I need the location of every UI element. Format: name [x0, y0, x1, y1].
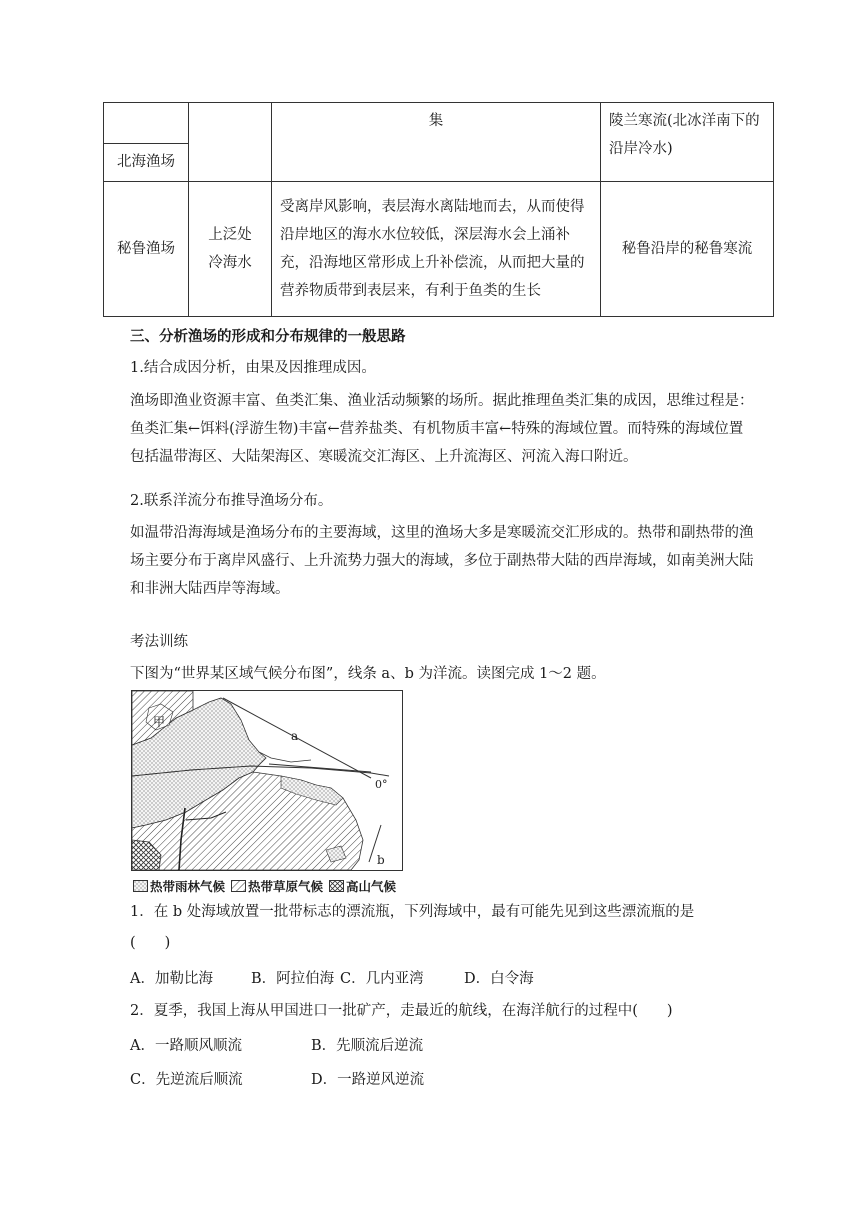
table-cell: 陵兰寒流(北冰洋南下的沿岸冷水) — [601, 103, 774, 182]
question-1-stem: 1．在 b 处海域放置一批带标志的漂流瓶，下列海域中，最有可能先见到这些漂流瓶的是 — [130, 904, 695, 920]
legend-item — [231, 877, 323, 895]
paragraph: 渔场即渔业资源丰富、鱼类汇集、渔业活动频繁的场所。据此推理鱼类汇集的成因，思维过程是：鱼类汇集←饵料(浮游生物)丰富←营养盐类、有机物质丰富←特殊的海域位置。而特殊的海域位置包括温带海区、大陆架海区、寒暖流交汇海区、上升流海区、河流入海口附近。 — [130, 393, 754, 465]
map-label-b: b — [377, 853, 385, 867]
table-cell-empty — [104, 103, 188, 144]
q1-option-c: C．几内亚湾 — [340, 971, 424, 987]
fishery-table — [103, 102, 774, 317]
table-cell — [189, 103, 272, 182]
legend-item — [133, 877, 225, 895]
paragraph: 如温带沿海海域是渔场分布的主要海域，这里的渔场大多是寒暖流交汇形成的。热带和副热带的渔场主要分布于离岸风盛行、上升流势力强大的海域，多位于副热带大陆的西岸海域，如南美洲大陆和非洲大陆西岸等海域。 — [130, 525, 754, 597]
subsection-title: 考法训练 — [130, 634, 188, 650]
paragraph: 2.联系洋流分布推导渔场分布。 — [130, 493, 333, 509]
highland-swatch — [329, 880, 344, 892]
q2-option-a: A．一路顺风顺流 — [130, 1038, 242, 1054]
table-row — [104, 182, 774, 317]
q2-option-c: C．先逆流后顺流 — [130, 1072, 243, 1088]
legend-label: 热带雨林气候 — [150, 879, 226, 894]
rainforest-swatch — [133, 880, 148, 892]
table-cell-label: 北海渔场 — [117, 154, 175, 170]
map-label-a: a — [291, 729, 299, 743]
q1-option-b: B．阿拉伯海 — [251, 971, 335, 987]
legend-item — [329, 877, 396, 895]
q1-option-d: D．白令海 — [464, 971, 534, 987]
paragraph: 1.结合成因分析，由果及因推理成因。 — [130, 360, 376, 376]
map-legend — [133, 877, 396, 895]
q1-option-a: A．加勒比海 — [130, 971, 213, 987]
table-row — [104, 103, 774, 182]
map-label-equator: 0° — [375, 778, 388, 791]
map-label-jia: 甲 — [153, 715, 166, 729]
table-cell: 集 — [272, 103, 601, 182]
table-cell: 上泛处冷海水 — [189, 182, 272, 317]
q2-option-b: B．先顺流后逆流 — [311, 1038, 424, 1054]
table-cell: 秘鲁沿岸的秘鲁寒流 — [601, 182, 774, 317]
savanna-swatch — [231, 880, 246, 892]
legend-label: 高山气候 — [346, 879, 397, 894]
legend-label: 热带草原气候 — [248, 879, 324, 894]
table-cell — [104, 103, 189, 182]
question-intro: 下图为“世界某区域气候分布图”，线条 a、b 为洋流。读图完成 1～2 题。 — [130, 666, 606, 682]
question-1-paren: ( ) — [130, 935, 171, 951]
table-cell: 秘鲁渔场 — [104, 182, 189, 317]
q2-option-d: D．一路逆风逆流 — [311, 1072, 425, 1088]
section-heading: 三、分析渔场的形成和分布规律的一般思路 — [130, 328, 406, 345]
question-2-stem: 2．夏季，我国上海从甲国进口一批矿产，走最近的航线，在海洋航行的过程中( ) — [130, 1003, 673, 1019]
climate-map — [131, 690, 403, 871]
table-cell: 受离岸风影响，表层海水离陆地而去，从而使得沿岸地区的海水水位较低，深层海水会上涌补充，沿海地区常形成上升补偿流，从而把大量的营养物质带到表层来，有利于鱼类的生长 — [272, 182, 601, 317]
